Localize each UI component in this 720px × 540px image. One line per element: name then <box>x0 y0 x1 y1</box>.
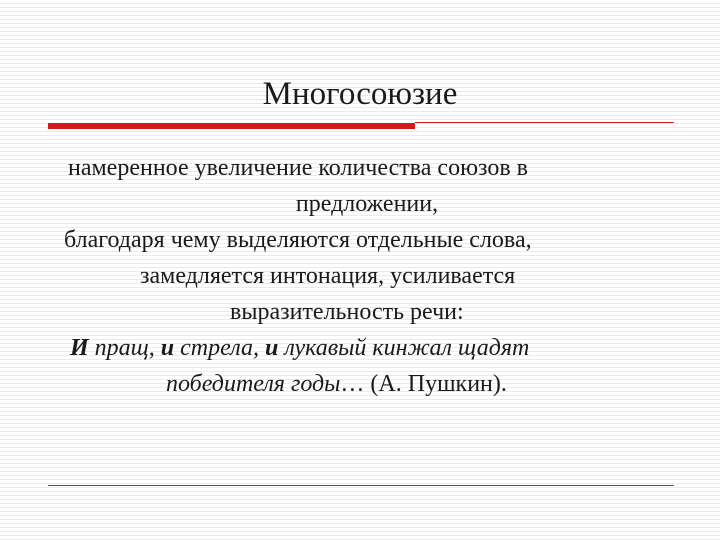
slide-title-text: Многосоюзие <box>262 76 458 112</box>
example-line-1 <box>62 330 672 366</box>
conjunction-1: И <box>70 335 89 361</box>
example-text-2: стрела, <box>174 335 265 361</box>
example-text-3: лукавый кинжал щадят <box>278 335 530 361</box>
effect-line-3: выразительность речи: <box>230 299 464 325</box>
slide-body <box>62 150 672 402</box>
definition-paragraph <box>62 150 672 222</box>
title-underline-thick <box>48 123 415 129</box>
slide-title <box>0 74 720 114</box>
conjunction-2: и <box>160 335 175 361</box>
example-attribution: … (А. Пушкин). <box>340 371 507 397</box>
effect-line-1: благодаря чему выделяются отдельные слова, <box>64 227 532 253</box>
title-underline-thin <box>415 122 674 123</box>
example-paragraph <box>62 330 672 402</box>
bottom-rule <box>48 485 674 486</box>
effect-line-2: замедляется интонация, усиливается <box>140 263 516 289</box>
example-text-1: пращ, <box>88 335 161 361</box>
conjunction-3: и <box>264 335 279 361</box>
example-text-4: победителя годы <box>166 371 341 397</box>
definition-line-1: намеренное увеличение количества союзов в <box>68 155 529 181</box>
example-line-2 <box>62 366 672 402</box>
title-underline <box>48 122 674 130</box>
effect-paragraph <box>62 222 672 330</box>
definition-line-2: предложении, <box>295 191 439 217</box>
